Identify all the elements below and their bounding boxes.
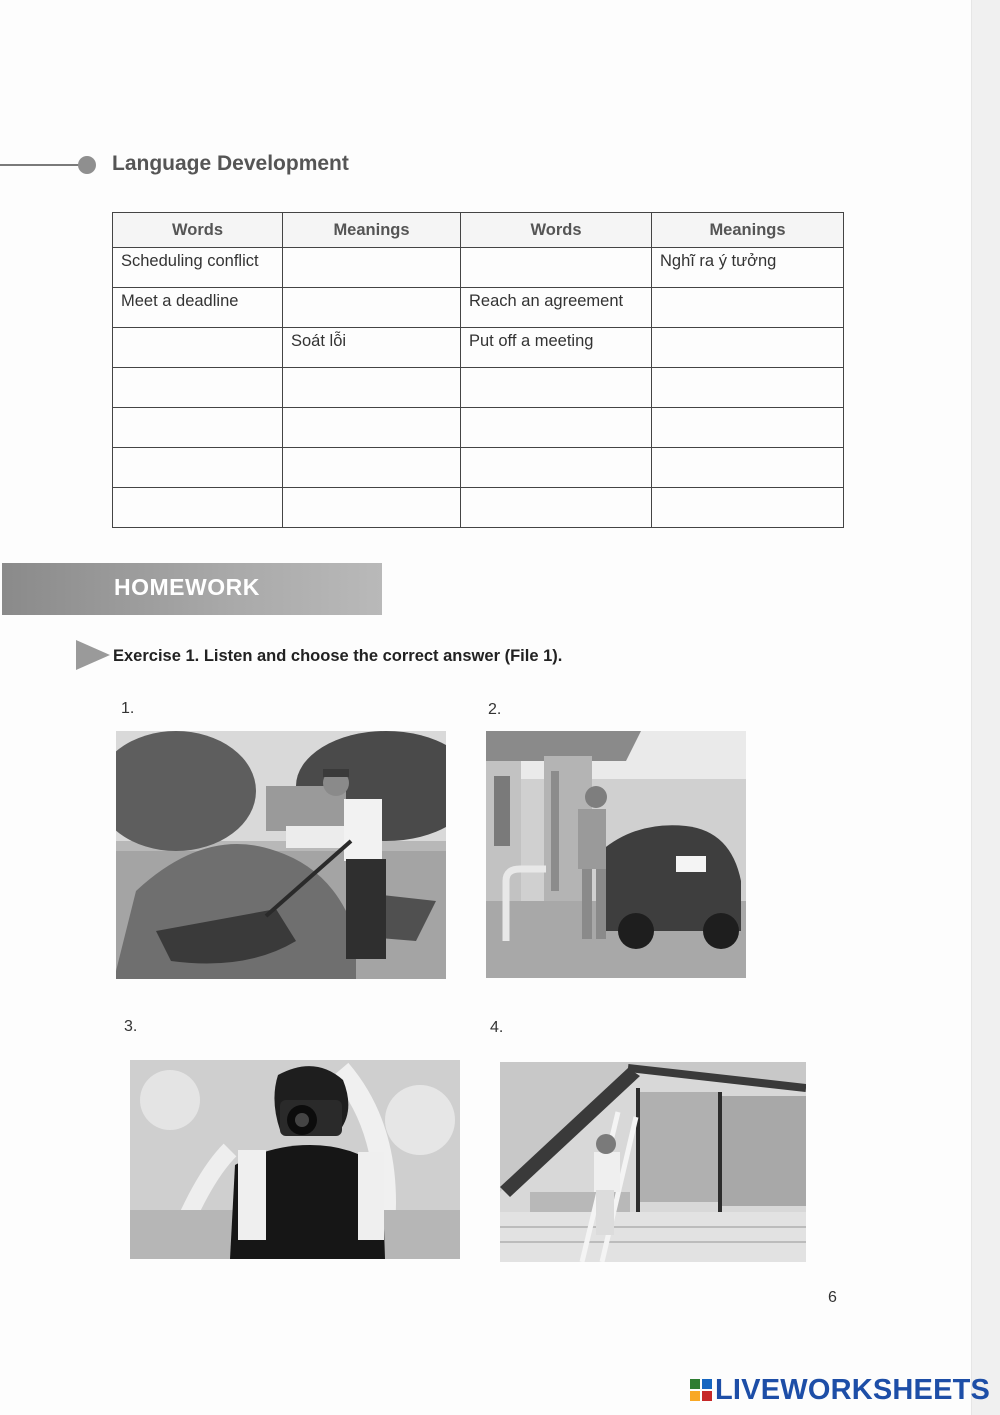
vocabulary-table <box>112 212 844 528</box>
table-cell: Soát lỗi <box>283 328 461 368</box>
triangle-arrow-icon <box>76 640 110 670</box>
header-meanings-2: Meanings <box>652 213 844 248</box>
item-number-1: 1. <box>121 700 135 717</box>
man-on-ladder-photo[interactable] <box>500 1062 806 1262</box>
table-cell-input[interactable] <box>283 248 461 288</box>
table-row <box>113 488 844 528</box>
table-cell-input[interactable] <box>461 488 652 528</box>
table-row <box>113 328 844 368</box>
header-meanings-1: Meanings <box>283 213 461 248</box>
table-cell: Put off a meeting <box>461 328 652 368</box>
table-cell-input[interactable] <box>283 368 461 408</box>
brand-text: LIVEWORKSHEETS <box>715 1374 991 1406</box>
heading-rule <box>0 164 80 166</box>
table-cell-input[interactable] <box>283 288 461 328</box>
table-cell-input[interactable] <box>652 408 844 448</box>
section-heading <box>0 150 420 180</box>
table-cell-input[interactable] <box>283 408 461 448</box>
table-row <box>113 408 844 448</box>
bullet-dot-icon <box>78 156 96 174</box>
table-cell-input[interactable] <box>652 448 844 488</box>
table-cell-input[interactable] <box>113 368 283 408</box>
man-shoveling-dirt-photo[interactable] <box>116 731 446 979</box>
table-cell-input[interactable] <box>461 448 652 488</box>
table-row <box>113 368 844 408</box>
table-cell-input[interactable] <box>652 328 844 368</box>
table-cell-input[interactable] <box>652 288 844 328</box>
table-cell-input[interactable] <box>652 488 844 528</box>
section-title: Language Development <box>112 152 349 175</box>
homework-banner <box>2 563 382 615</box>
table-cell-input[interactable] <box>113 448 283 488</box>
table-cell: Reach an agreement <box>461 288 652 328</box>
table-row <box>113 248 844 288</box>
table-cell-input[interactable] <box>461 248 652 288</box>
table-row <box>113 448 844 488</box>
item-number-2: 2. <box>488 701 502 718</box>
table-cell: Nghĩ ra ý tưởng <box>652 248 844 288</box>
table-cell-input[interactable] <box>461 408 652 448</box>
page-number: 6 <box>828 1289 837 1306</box>
item-number-4: 4. <box>490 1019 504 1036</box>
woman-with-camera-photo[interactable] <box>130 1060 460 1259</box>
header-words-2: Words <box>461 213 652 248</box>
table-header-row <box>113 213 844 248</box>
table-cell-input[interactable] <box>283 448 461 488</box>
item-number-3: 3. <box>124 1018 138 1035</box>
table-cell-input[interactable] <box>113 328 283 368</box>
table-cell-input[interactable] <box>652 368 844 408</box>
liveworksheets-logo[interactable] <box>690 1374 990 1408</box>
page-edge <box>971 0 1000 1415</box>
table-cell-input[interactable] <box>283 488 461 528</box>
exercise-1-heading <box>76 640 776 672</box>
liveworksheets-grid-icon <box>690 1379 712 1401</box>
table-cell: Meet a deadline <box>113 288 283 328</box>
homework-title: HOMEWORK <box>114 574 260 600</box>
gas-station-attendant-photo[interactable] <box>486 731 746 978</box>
header-words-1: Words <box>113 213 283 248</box>
table-cell-input[interactable] <box>461 368 652 408</box>
table-cell-input[interactable] <box>113 408 283 448</box>
table-cell-input[interactable] <box>113 488 283 528</box>
table-cell: Scheduling conflict <box>113 248 283 288</box>
table-row <box>113 288 844 328</box>
exercise-1-instruction: Exercise 1. Listen and choose the correct answer (File 1). <box>113 647 563 665</box>
